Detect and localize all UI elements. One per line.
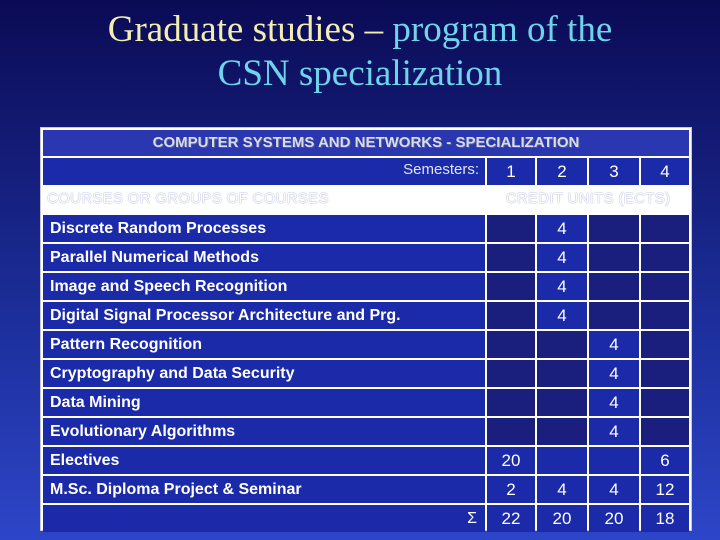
credit-cell: 4 bbox=[537, 244, 587, 271]
total-cell: 20 bbox=[589, 505, 639, 532]
credit-cell bbox=[487, 418, 535, 445]
semester-header-1: 1 bbox=[487, 158, 535, 185]
sum-label: Σ bbox=[43, 505, 485, 532]
course-name: Electives bbox=[43, 447, 485, 474]
semester-header-2: 2 bbox=[537, 158, 587, 185]
credit-cell: 4 bbox=[537, 476, 587, 503]
table-header: COMPUTER SYSTEMS AND NETWORKS - SPECIALIZATION bbox=[43, 130, 689, 156]
credit-cell bbox=[537, 389, 587, 416]
credit-cell bbox=[537, 418, 587, 445]
credit-cell bbox=[537, 447, 587, 474]
credit-cell bbox=[537, 331, 587, 358]
credit-cell: 4 bbox=[589, 331, 639, 358]
credit-cell bbox=[487, 302, 535, 329]
credit-cell: 4 bbox=[589, 476, 639, 503]
course-name: Pattern Recognition bbox=[43, 331, 485, 358]
credit-cell bbox=[641, 302, 689, 329]
course-name: Image and Speech Recognition bbox=[43, 273, 485, 300]
total-cell: 22 bbox=[487, 505, 535, 532]
title-line-2: CSN specialization bbox=[217, 53, 503, 94]
curriculum-table bbox=[40, 127, 692, 531]
credit-cell bbox=[589, 447, 639, 474]
credit-cell bbox=[487, 331, 535, 358]
credit-cell bbox=[487, 273, 535, 300]
course-name: Evolutionary Algorithms bbox=[43, 418, 485, 445]
credit-cell bbox=[641, 360, 689, 387]
credit-cell bbox=[487, 215, 535, 242]
semester-header-3: 3 bbox=[589, 158, 639, 185]
credit-cell bbox=[487, 244, 535, 271]
slide-title bbox=[0, 8, 720, 96]
credit-cell: 6 bbox=[641, 447, 689, 474]
credit-cell bbox=[641, 418, 689, 445]
credit-cell bbox=[589, 244, 639, 271]
credit-cell: 4 bbox=[589, 418, 639, 445]
credit-cell bbox=[487, 360, 535, 387]
credit-cell: 4 bbox=[589, 389, 639, 416]
course-name: Data Mining bbox=[43, 389, 485, 416]
credit-cell bbox=[641, 244, 689, 271]
credit-cell bbox=[641, 273, 689, 300]
credit-cell: 20 bbox=[487, 447, 535, 474]
credit-cell: 4 bbox=[589, 360, 639, 387]
credit-cell: 4 bbox=[537, 302, 587, 329]
credit-cell bbox=[589, 273, 639, 300]
course-name: Digital Signal Processor Architecture and Prg. bbox=[43, 302, 485, 329]
credit-cell: 12 bbox=[641, 476, 689, 503]
course-name: Parallel Numerical Methods bbox=[43, 244, 485, 271]
credit-cell bbox=[537, 360, 587, 387]
total-cell: 18 bbox=[641, 505, 689, 532]
credit-cell bbox=[589, 302, 639, 329]
credit-cell bbox=[487, 389, 535, 416]
total-cell: 20 bbox=[537, 505, 587, 532]
title-part-1: Graduate studies – bbox=[107, 9, 393, 50]
course-name: Discrete Random Processes bbox=[43, 215, 485, 242]
credit-cell bbox=[641, 389, 689, 416]
courses-column-label: COURSES OR GROUPS OF COURSES bbox=[43, 187, 485, 213]
semesters-label: Semesters: bbox=[43, 158, 485, 185]
credit-cell bbox=[641, 331, 689, 358]
title-part-2: program of the bbox=[392, 9, 613, 50]
course-name: Cryptography and Data Security bbox=[43, 360, 485, 387]
credit-cell bbox=[641, 215, 689, 242]
credit-cell: 4 bbox=[537, 273, 587, 300]
credit-cell: 2 bbox=[487, 476, 535, 503]
credit-cell: 4 bbox=[537, 215, 587, 242]
credit-cell bbox=[589, 215, 639, 242]
semester-header-4: 4 bbox=[641, 158, 689, 185]
course-name: M.Sc. Diploma Project & Seminar bbox=[43, 476, 485, 503]
credit-units-label: CREDIT UNITS (ECTS) bbox=[487, 187, 689, 213]
